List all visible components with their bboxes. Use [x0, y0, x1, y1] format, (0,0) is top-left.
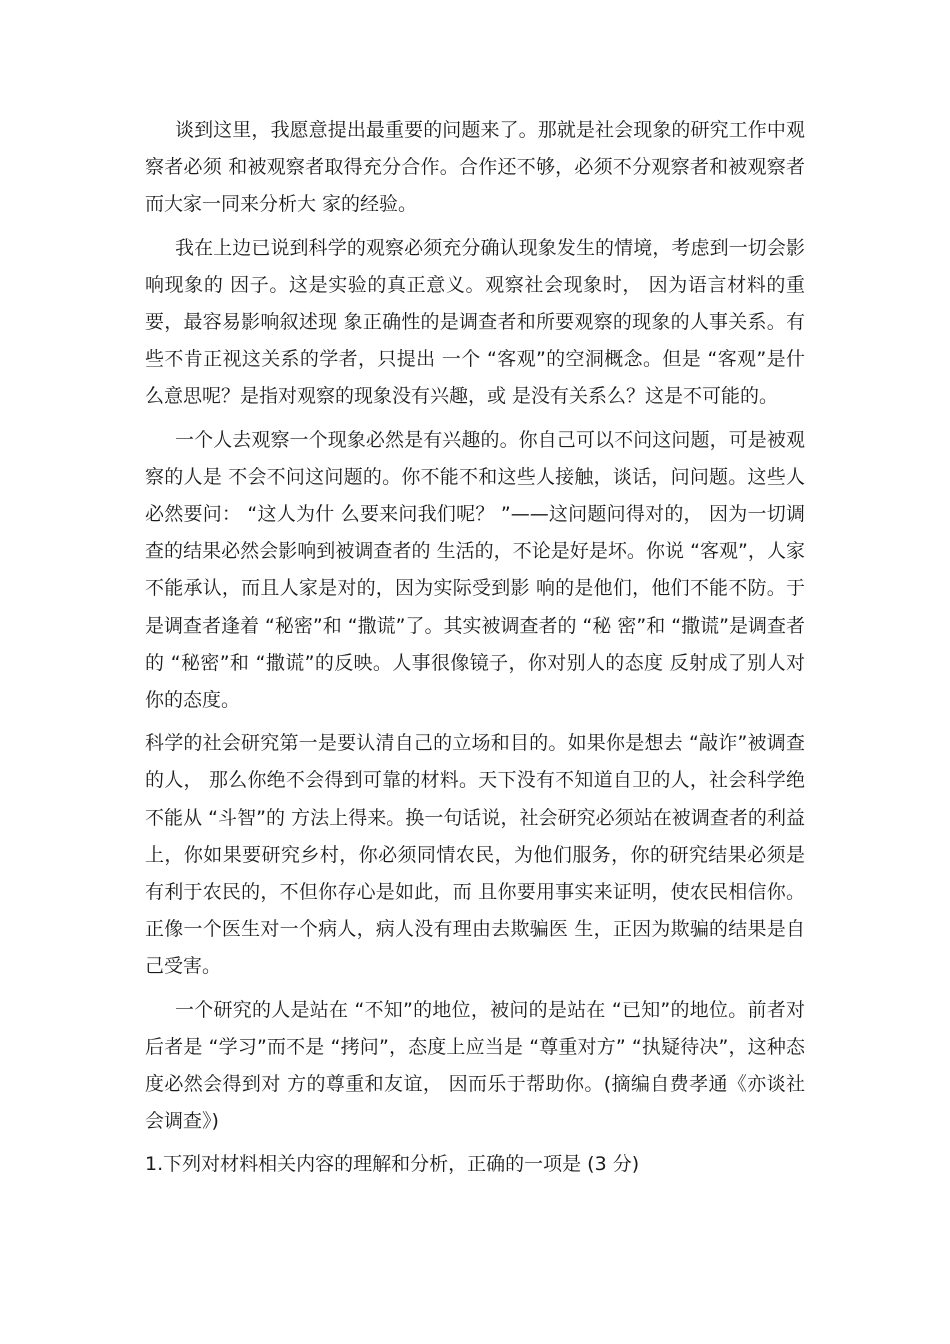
paragraph-2: 我在上边已说到科学的观察必须充分确认现象发生的情境，考虑到一切会影响现象的 因子。这是实验的真正意义。观察社会现象时， 因为语言材料的重要，最容易影响叙述现 象正确性的是调查者和所要观察的现象的人事关系。有些不肯正视这关系的学者，只提出 一个 “客观”的空洞概念。但是 “客观”是什么意思呢？是指对观察的现象没有兴趣，或 是没有关系么？这是不可能的。: [145, 236, 805, 408]
article-body: [145, 112, 805, 1184]
paragraph-3: 一个人去观察一个现象必然是有兴趣的。你自己可以不问这问题，可是被观察的人是 不会不问这问题的。你不能不和这些人接触，谈话，问问题。这些人必然要问： “这人为什 么要来问我们呢？ ”——这问题问得对的， 因为一切调查的结果必然会影响到被调查者的 生活的，不论是好是坏。你说 “客观”，人家不能承认，而且人家是对的，因为实际受到影 响的是他们，他们不能不防。于是调查者逢着 “秘密”和 “撒谎”了。其实被调查者的 “秘 密”和 “撒谎”是调查者的 “秘密”和 “撒谎”的反映。人事很像镜子，你对别人的态度 反射成了别人对你的态度。: [145, 428, 805, 712]
paragraph-4: 科学的社会研究第一是要认清自己的立场和目的。如果你是想去 “敲诈”被调查的人， 那么你绝不会得到可靠的材料。天下没有不知道自卫的人，社会科学绝不能从 “斗智”的 方法上得来。换一句话说，社会研究必须站在被调查者的利益上，你如果要研究乡村，你必须同情农民，为他们服务，你的研究结果必须是有利于农民的，不但你存心是如此，而 且你要用事实来证明，使农民相信你。正像一个医生对一个病人，病人没有理由去欺骗医 生，正因为欺骗的结果是自己受害。: [145, 732, 805, 978]
paragraph-5: 一个研究的人是站在 “不知”的地位，被问的是站在 “已知”的地位。前者对后者是 “学习”而不是 “拷问”，态度上应当是 “尊重对方” “执疑待决”，这种态度必然会得到对 方的尊重和友谊， 因而乐于帮助你。(摘编自费孝通《亦谈社会调查》): [145, 998, 805, 1133]
question-1: 1.下列对材料相关内容的理解和分析，正确的一项是 (3 分): [145, 1153, 640, 1176]
paragraph-1: 谈到这里，我愿意提出最重要的问题来了。那就是社会现象的研究工作中观察者必须 和被观察者取得充分合作。合作还不够，必须不分观察者和被观察者而大家一同来分析大 家的经验。: [145, 119, 805, 216]
